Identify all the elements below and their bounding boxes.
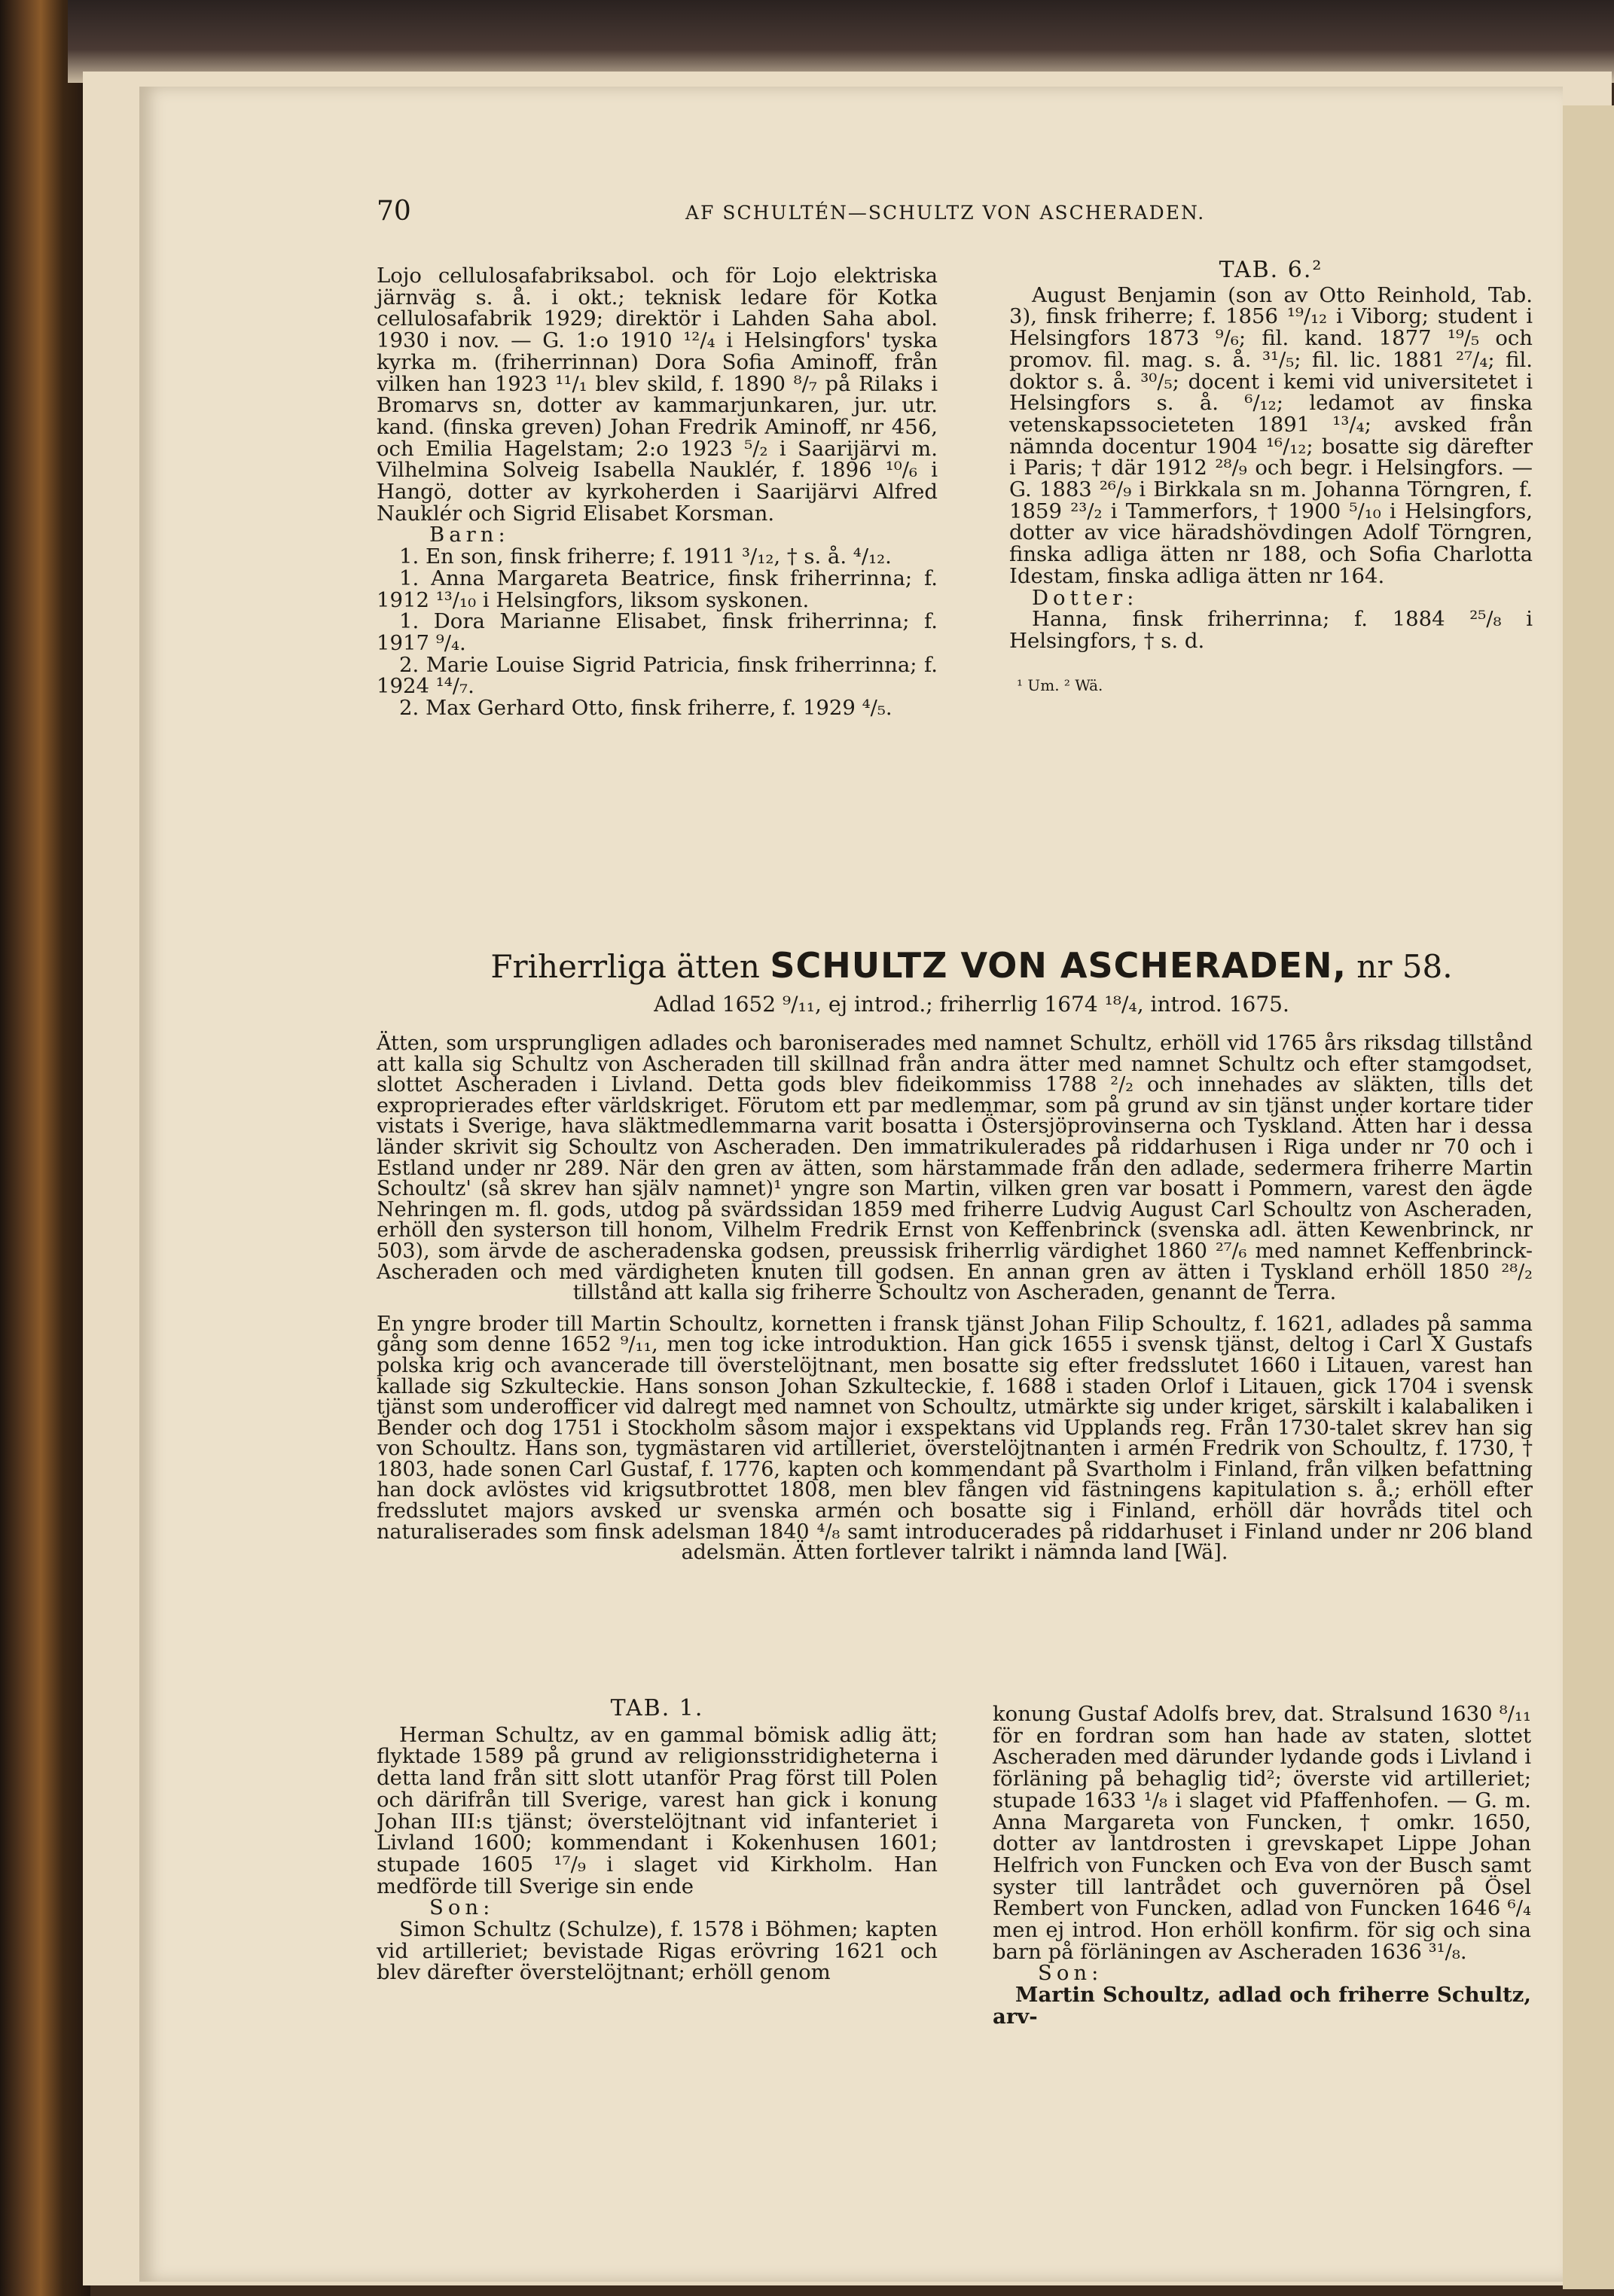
tab6-text: August Benjamin (son av Otto Reinhold, Tab. 3), finsk friherre; f. 1856 ¹⁹/₁₂ i Viborg; student i Helsingfors 1873 ⁹/₆; fil. kand. 1877 ¹⁹/₅ och promov. fil. mag. s. å. ³¹/₅; fil. lic. 1881 ²⁷/₄; fil. doktor s. å. ³⁰/₅; docent i kemi vid universitetet i Helsingfors s. å. ⁶/₁₂; ledamot av finska vetenskapssocieteten 1891 ¹³/₄; avsked från nämnda docentur 1904 ¹⁶/₁₂; bosatte sig därefter i Paris; † där 1912 ²⁸/₉ och begr. i Helsingfors. — G. 1883 ²⁶/₉ i Birkkala sn m. Johanna Törngren, f. 1859 ²³/₂ i Tammerfors, † 1900 ⁵/₁₀ i Helsingfors, dotter av vice häradshövdingen Adolf Törngren, finska adliga ätten nr 188, och Sofia Charlotta Idestam, finska adliga ätten nr 164. xyxy=(1009,282,1533,588)
tab6-heading: TAB. 6.² xyxy=(1219,257,1323,283)
intro-block xyxy=(377,1033,1533,1563)
intro-paragraph-2: En yngre broder till Martin Schoultz, kornetten i fransk tjänst Johan Filip Schoultz, f. 1621, adlades på samma gång som denne 1652 ⁹/₁₁, men tog icke introduktion. Han gick 1655 i svensk tjänst, deltog i Carl X Gustafs polska krig och avancerade till överstelöjtnant, men bosatte sig efter fredsslutet 1660 i Litauen, varest han kallade sig Szkulteckie. Hans sonson Johan Szkulteckie, f. 1688 i staden Orlof i Litauen, gick 1704 i svensk tjänst som underofficer vid dalregt med namnet von Schoultz, utmärkte sig under kriget, särskilt i kalabaliken i Bender och dog 1751 i Stockholm såsom major i exspektans vid Upplands reg. Från 1730-talet skrev han sig von Schoultz. Hans son, tygmästaren vid artilleriet, överstelöjtnanten i armén Fredrik von Schoultz, f. 1730, † 1803, hade sonen Carl Gustaf, f. 1776, kapten och kommendant på Svartholm i Finland, från vilken befattning han dock avlöstes vid krigsutbrottet 1808, men blev fången vid fästningens kapitulation s. å.; erhöll efter fredsslutet majors avsked ur svenska armén och bosatte sig i Finland, erhöll där hovråds titel och naturaliserades som finsk adelsman 1840 ⁴/₈ samt introducerades på riddarhuset i Finland under nr 206 bland adelsmän. Ätten fortlever talrikt i nämnda land [Wä]. xyxy=(377,1312,1533,1565)
daughter-label: Dotter: xyxy=(1032,585,1139,610)
section-title xyxy=(414,945,1529,986)
opposite-page-edge xyxy=(1563,105,1614,2289)
simon-entry: Simon Schultz (Schulze), f. 1578 i Böhmen; kapten vid artilleriet; bevistade Rigas erövring 1621 och blev därefter överstelöjtnant; erhöll genom xyxy=(377,1917,938,1985)
son-label: Son: xyxy=(429,1895,495,1920)
tab1-heading: TAB. 1. xyxy=(610,1695,704,1721)
child-entry: 2. Marie Louise Sigrid Patricia, finsk friherrinna; f. 1924 ¹⁴/₇. xyxy=(377,652,938,699)
child-entry: 1. Anna Margareta Beatrice, finsk friherrinna; f. 1912 ¹³/₁₀ i Helsingfors, liksom syskonen. xyxy=(377,566,938,612)
intro-paragraph-1: Ätten, som ursprungligen adlades och baroniserades med namnet Schultz, erhöll vid 1765 års riksdag tillstånd att kalla sig Schultz von Ascheraden till skillnad från andra ätter med namnet Schultz och efter stamgodset, slottet Ascheraden i Livland. Detta gods blev fideikommiss 1788 ²/₂ och innehades av släkten, tills det exproprierades efter världskriget. Förutom ett par medlemmar, som på grund av sin tjänst under kortare tider vistats i Sverige, hava släktmedlemmarna varit bosatta i Östersjöprovinserna och Tyskland. Ätten har i dessa länder skrivit sig Schoultz von Ascheraden. Den immatrikulerades på riddarhusen i Riga under nr 70 och i Estland under nr 289. När den gren av ätten, som härstammade från den adlade, sedermera friherre Martin Schoultz' (så skrev han själv namnet)¹ yngre son Martin, vilken gren var bosatt i Pommern, varest den ägde Nehringen m. fl. gods, utdog på svärdssidan 1859 med friherre Ludvig August Carl Schoultz von Ascheraden, erhöll den systerson till honom, Vilhelm Fredrik Ernst von Keffenbrinck (svenska adl. ätten Kewenbrinck, nr 503), som ärvde de ascheradenska godsen, preussisk friherrlig värdighet 1860 ²⁷/₆ med namnet Keffenbrinck-Ascheraden och med värdigheten knuten till godsen. En annan gren av ätten i Tyskland erhöll 1850 ²⁸/₂ tillstånd att kalla sig friherre Schoultz von Ascheraden, genannt de Terra. xyxy=(377,1032,1533,1305)
running-head: AF SCHULTÉN—SCHULTZ VON ASCHERADEN. xyxy=(685,202,1206,224)
tab1-left-column xyxy=(377,1695,938,1985)
children-label: Barn: xyxy=(429,523,510,547)
tab6-column xyxy=(1009,257,1533,696)
paragraph: Lojo cellulosafabriksabol. och för Lojo elektriska järnväg s. å. i okt.; teknisk ledare för Kotka cellulosafabrik 1929; direktör i Lahden Saha abol. 1930 i nov. — G. 1:o 1910 ¹²/₄ i Helsingfors' tyska kyrka m. (friherrinnan) Dora Sofia Aminoff, från vilken han 1923 ¹¹/₁ blev skild, f. 1890 ⁸/₇ på Rilaks i Bromarvs sn, dotter av kammarjunkaren, jur. utr. kand. (finska greven) Johan Fredrik Aminoff, nr 456, och Emilia Hagelstam; 2:o 1923 ⁵/₂ i Saarijärvi m. Vilhelmina Solveig Isabella Nauklér, f. 1896 ¹⁰/₆ i Hangö, dotter av kyrkoherden i Saarijärvi Alfred Nauklér och Sigrid Elisabet Korsman. xyxy=(377,264,938,526)
child-entry: 1. En son, finsk friherre; f. 1911 ³/₁₂, † s. å. ⁴/₁₂. xyxy=(399,544,892,569)
son-label-2: Son: xyxy=(1038,1961,1103,1986)
section-title-pre: Friherrliga ätten xyxy=(490,948,760,985)
section-title-name: SCHULTZ VON ASCHERADEN, xyxy=(770,945,1347,986)
martin-entry: Martin Schoultz, adlad och friherre Schultz, arv- xyxy=(993,1983,1531,2029)
section-subtitle: Adlad 1652 ⁹/₁₁, ej introd.; friherrlig 1674 ¹⁸/₄, introd. 1675. xyxy=(654,992,1289,1017)
herman-entry: Herman Schultz, av en gammal bömisk adlig ätt; flyktade 1589 på grund av religionsstridigheterna i detta land från sitt slott utanför Prag först till Polen och därifrån till Sverige, varest han gick i konung Johan III:s tjänst; överstelöjtnant vid infanteriet i Livland 1600; kommendant i Kokenhusen 1601; stupade 1605 ¹⁷/₉ i slaget vid Kirkholm. Han medförde till Sverige sin ende xyxy=(377,1722,938,1898)
left-column-top xyxy=(377,265,938,719)
book-cover-top xyxy=(68,0,1614,83)
book-spine xyxy=(0,0,90,2296)
footnotes: ¹ Um. ² Wä. xyxy=(1017,675,1103,694)
daughter-entry: Hanna, finsk friherrinna; f. 1884 ²⁵/₈ i Helsingfors, † s. d. xyxy=(1009,607,1533,653)
page-number: 70 xyxy=(377,196,411,227)
simon-continued: konung Gustaf Adolfs brev, dat. Stralsund 1630 ⁸/₁₁ för en fordran som han hade av staten, slottet Ascheraden med därunder lydande gods i Livland i förläning på behaglig tid²; överste vid artilleriet; stupade 1633 ¹/₈ i slaget vid Pfaffenhofen. — G. m. Anna Margareta von Funcken, † omkr. 1650, dotter av lantdrosten i grevskapet Lippe Johan Helfrich von Funcken och Eva von der Busch samt syster till lantrådet och guvernören på Ösel Rembert von Funcken, adlad von Funcken 1646 ⁶/₄ men ej introd. Hon erhöll konfirm. för sig och sina barn på förläningen av Ascheraden 1636 ³¹/₈. xyxy=(993,1702,1531,1964)
child-entry: 2. Max Gerhard Otto, finsk friherre, f. 1929 ⁴/₅. xyxy=(399,696,892,721)
section-title-nr: nr 58. xyxy=(1356,948,1453,985)
child-entry: 1. Dora Marianne Elisabet, finsk friherrinna; f. 1917 ⁹/₄. xyxy=(377,609,938,655)
tab1-right-column xyxy=(993,1703,1531,2028)
